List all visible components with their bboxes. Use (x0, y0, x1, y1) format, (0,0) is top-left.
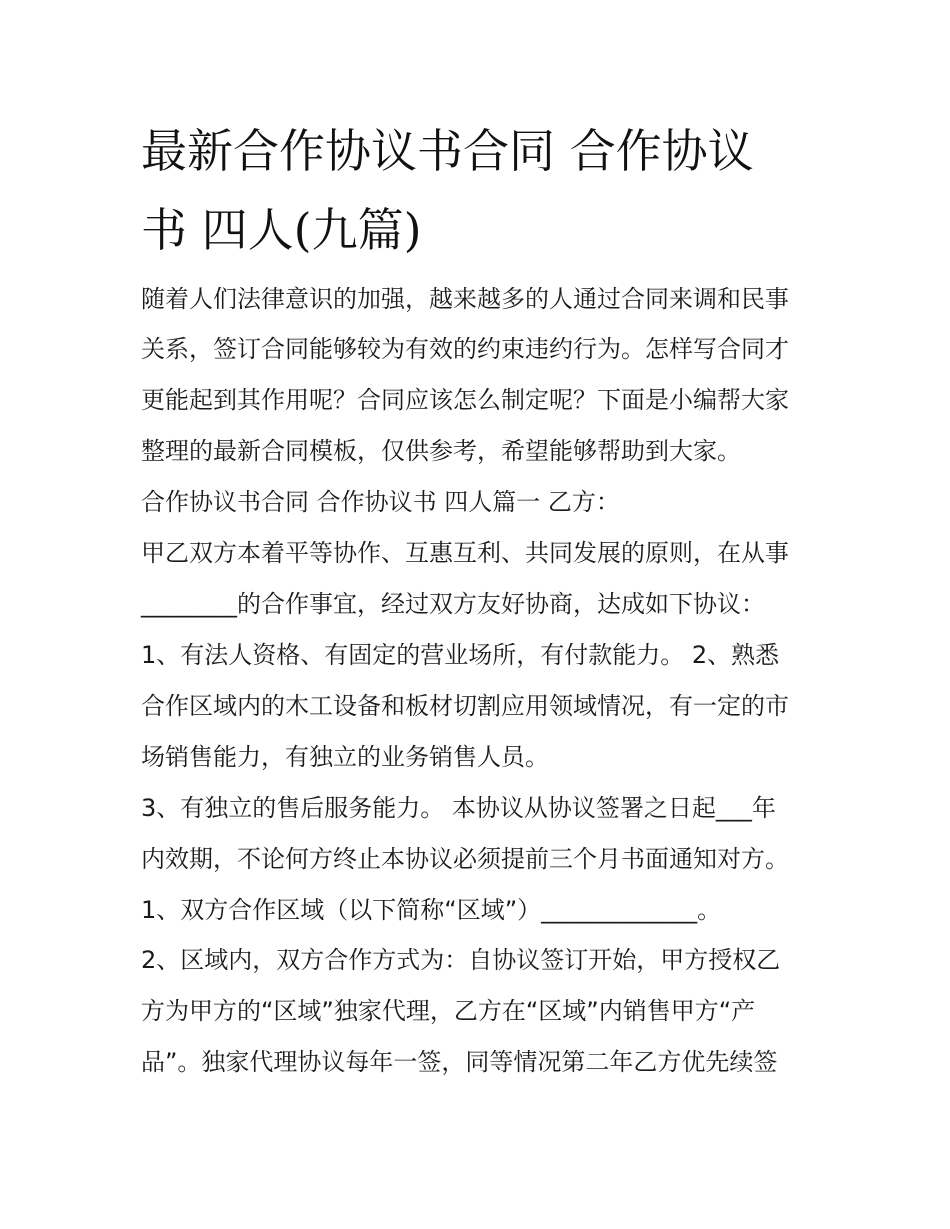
body-line: 更能起到其作用呢？合同应该怎么制定呢？下面是小编帮大家 (141, 386, 789, 414)
body-line: 内效期，不论何方终止本协议必须提前三个月书面通知对方。 (141, 845, 789, 873)
body-line: 合作区域内的木工设备和板材切割应用领域情况，有一定的市 (141, 692, 789, 720)
body-line: 方为甲方的“区域”独家代理，乙方在“区域”内销售甲方“产 (141, 997, 756, 1025)
body-line: 品”。独家代理协议每年一签，同等情况第二年乙方优先续签 (141, 1048, 778, 1076)
body-line: 整理的最新合同模板，仅供参考，希望能够帮助到大家。 (141, 437, 741, 465)
document-title (141, 112, 831, 270)
title-line-2: 书 四人(九篇) (141, 203, 422, 257)
body-line: 甲乙双方本着平等协作、互惠互利、共同发展的原则，在从事 (141, 539, 789, 567)
body-line: 关系，签订合同能够较为有效的约束违约行为。怎样写合同才 (141, 335, 789, 363)
body-line: 2、区域内，双方合作方式为：自协议签订开始，甲方授权乙 (141, 946, 781, 974)
body-line: 随着人们法律意识的加强，越来越多的人通过合同来调和民事 (141, 285, 789, 313)
body-line: 场销售能力，有独立的业务销售人员。 (141, 743, 549, 771)
body-line: 合作协议书合同 合作协议书 四人篇一 乙方： (141, 488, 620, 516)
body-line: 1、双方合作区域（以下简称“区域”）_____________。 (141, 896, 722, 924)
title-line-1: 最新合作协议书合同 合作协议 (141, 124, 754, 178)
body-line: 3、有独立的售后服务能力。 本协议从协议签署之日起___年 (141, 794, 776, 822)
body-line: 1、有法人资格、有固定的营业场所，有付款能力。 2、熟悉 (141, 641, 780, 669)
body-line: ________的合作事宜，经过双方友好协商，达成如下协议： (141, 590, 765, 618)
